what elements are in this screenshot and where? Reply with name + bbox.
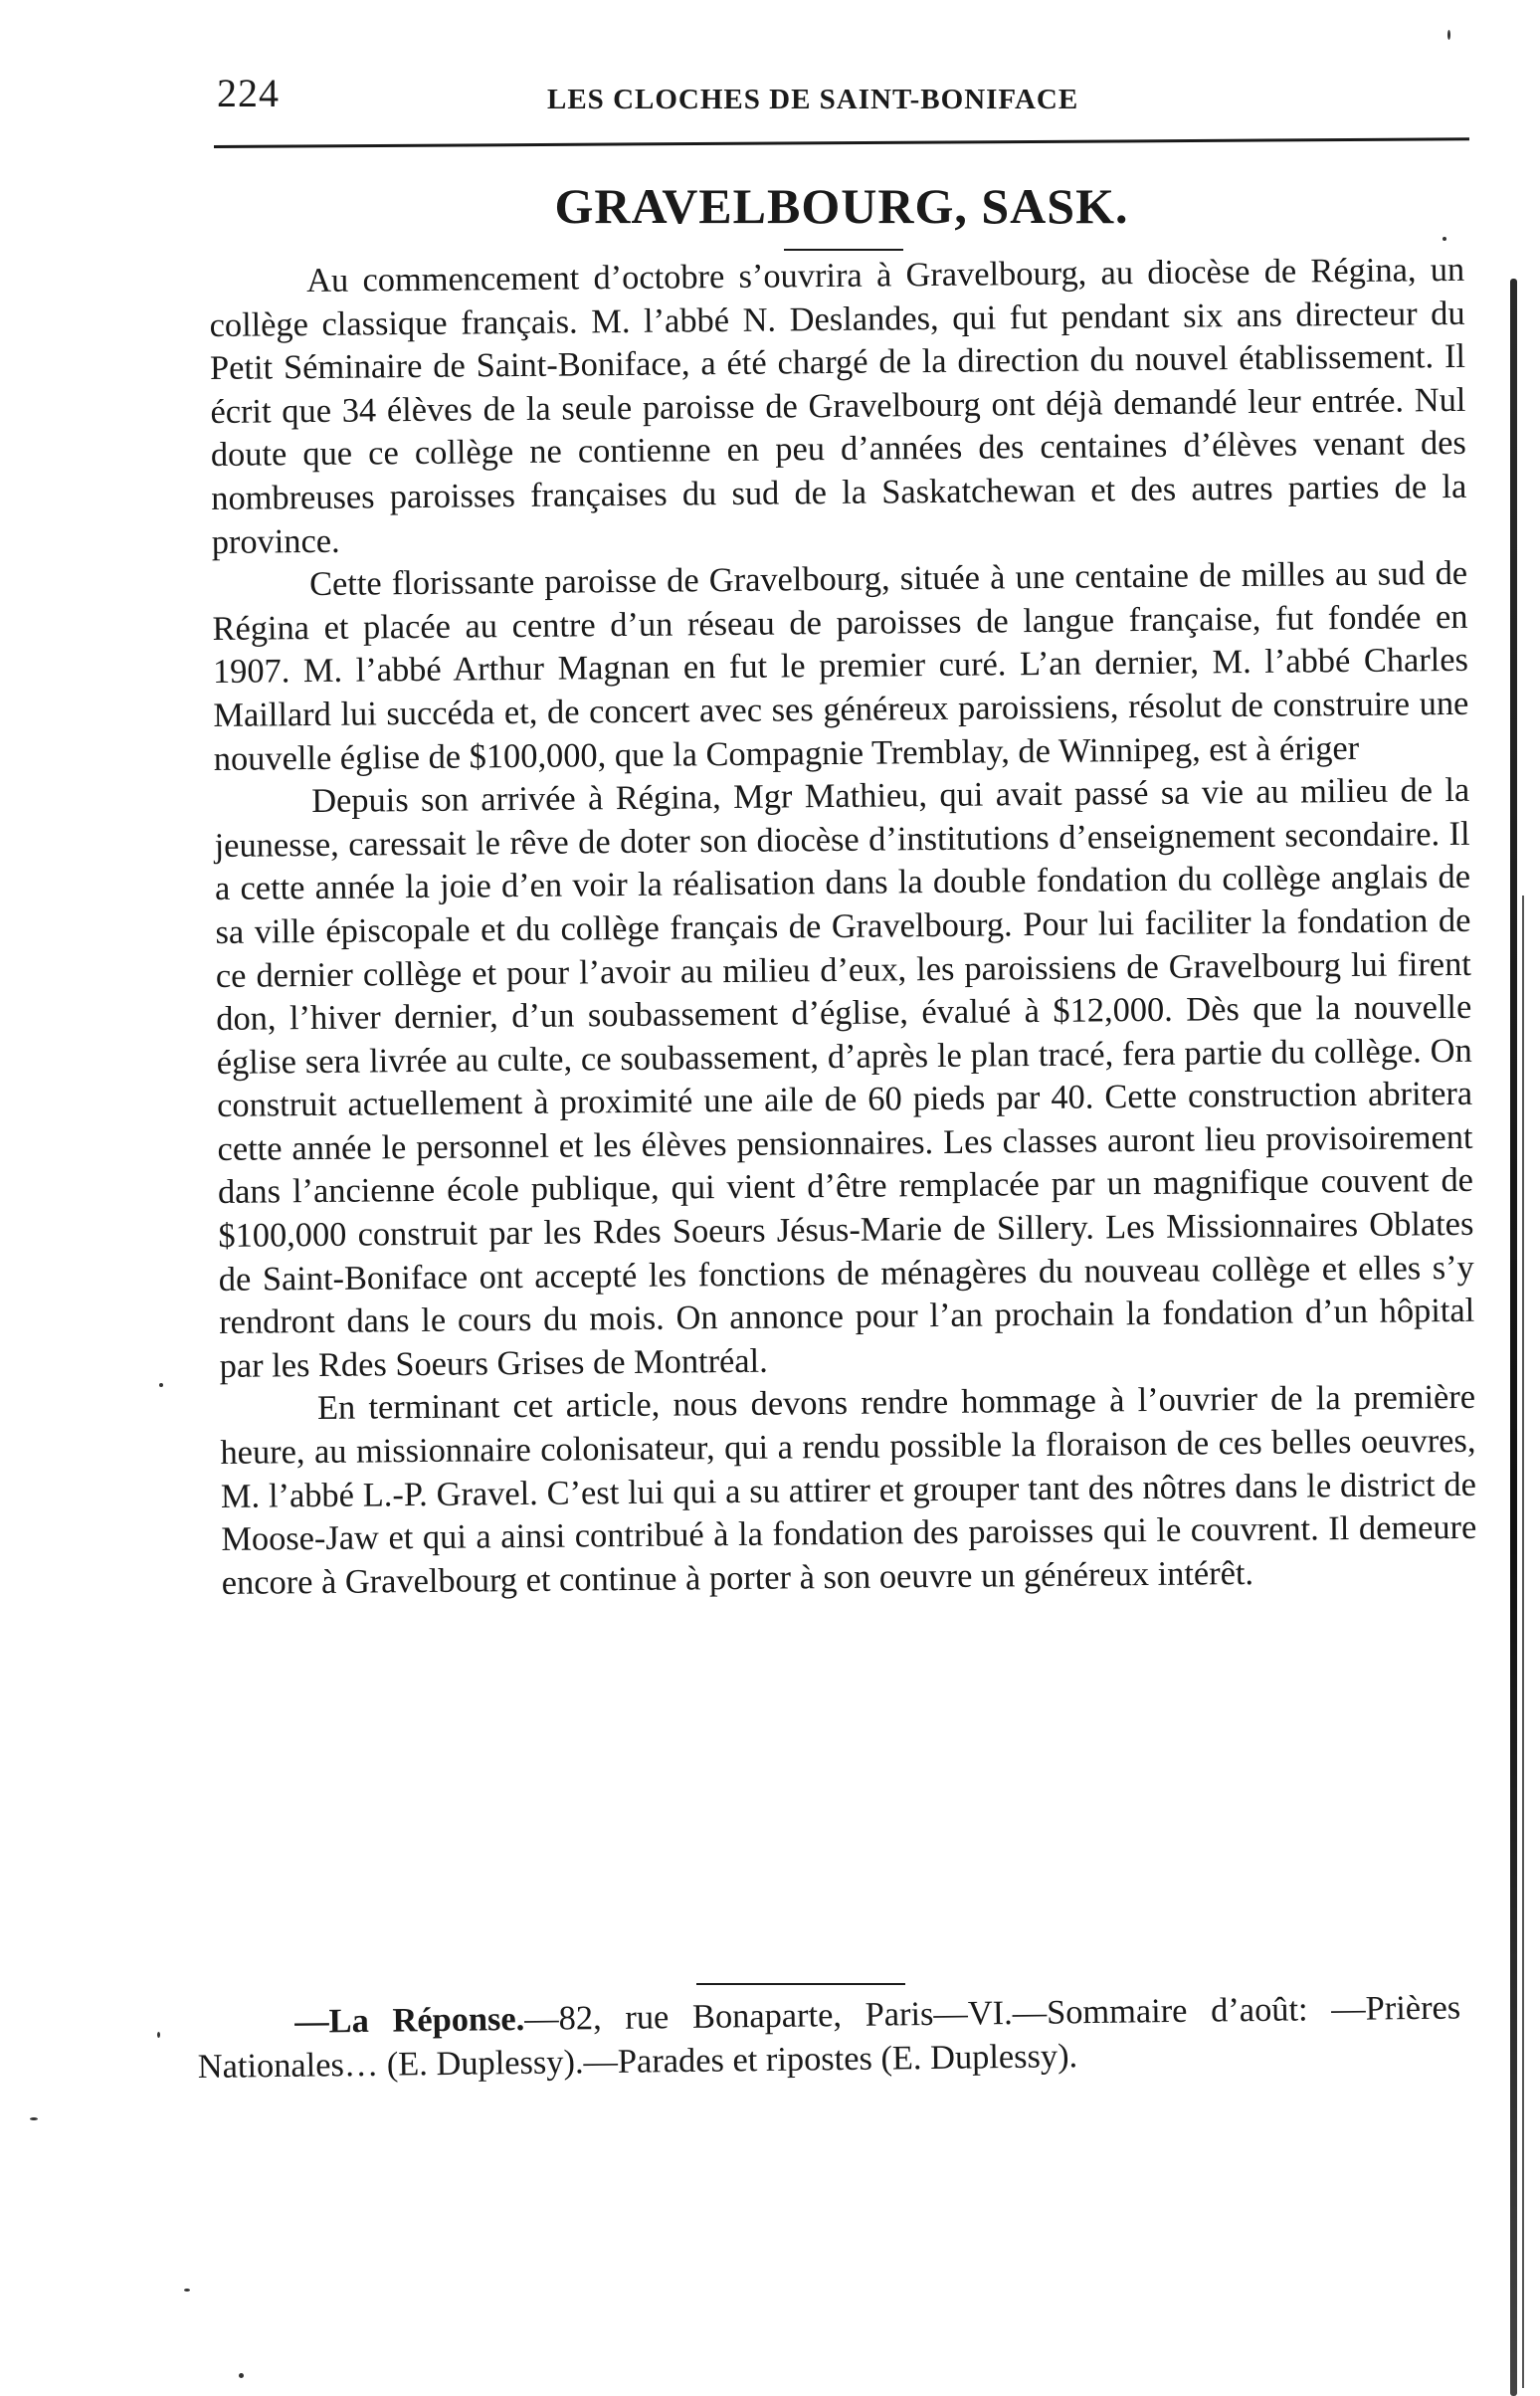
review-text: —82, rue Bonaparte, Paris—VI.—Sommaire d’août: —Prières Nationales… (E. Duplessy).—Parades et ripostes (E. Duplessy). xyxy=(197,1988,1461,2086)
paragraph-4: En terminant cet article, nous devons rendre hommage à l’ouvrier de la première heure, au missionnaire colonisateur, qui a rendu possible la floraison de ces belles oeuvres, M. l’abbé L.-P. Gravel. C’est lui qui a su attirer et grouper tant des nôtres dans le district de Moose-Jaw et qui a ainsi contribué à la fondation des paroisses qui le couvrent. Il demeure encore à Gravelbourg et continue à porter à son oeuvre un généreux intérêt. xyxy=(220,1378,1477,1602)
running-title: LES CLOCHES DE SAINT-BONIFACE xyxy=(547,84,1079,115)
page-number: 224 xyxy=(217,71,280,115)
review-notice xyxy=(197,1986,1461,2089)
gutter-shadow xyxy=(1510,279,1517,2396)
review-paragraph xyxy=(197,1986,1461,2089)
review-title: —La Réponse. xyxy=(294,1999,525,2041)
header-rule xyxy=(214,137,1469,148)
page-header xyxy=(209,70,1472,129)
scan-speck xyxy=(239,2373,244,2378)
scan-speck xyxy=(1443,237,1446,241)
gutter-edge xyxy=(1522,896,1524,2388)
scan-speck xyxy=(30,2117,38,2120)
book-gutter xyxy=(1492,0,1540,2396)
article-title: GRAVELBOURG, SASK. xyxy=(554,178,1129,234)
title-rule xyxy=(784,249,903,251)
paragraph-1: Au commencement d’octobre s’ouvrira à Gravelbourg, au diocèse de Régina, un collège classique français. M. l’abbé N. Deslandes, qui fut pendant six ans directeur du Petit Séminaire de Saint-Boniface, a été chargé de la direction du nouvel établissement. Il écrit que 34 élèves de la seule paroisse de Gravelbourg ont déjà demandé leur entrée. Nul doute que ce collège ne contienne en peu d’années des centaines d’élèves venant des nombreuses paroisses françaises du sud de la Saskatchewan et des autres parties de la province. xyxy=(209,250,1467,561)
scan-speck xyxy=(184,2289,190,2292)
article-body xyxy=(209,249,1477,1605)
scan-speck xyxy=(1447,30,1450,40)
section-divider xyxy=(696,1983,905,1985)
scan-speck xyxy=(159,1383,163,1387)
paragraph-3: Depuis son arrivée à Régina, Mgr Mathieu, qui avait passé sa vie au milieu de la jeunesse, caressait le rêve de doter son diocèse d’institutions d’enseignement secondaire. Il a cette année la joie d’en voir la réalisation dans la double fondation du collège anglais de sa ville épiscopale et du collège français de Gravelbourg. Pour lui faciliter la fondation de ce dernier collège et pour l’avoir au milieu d’eux, les paroissiens de Gravelbourg lui firent don, l’hiver dernier, d’un soubassement d’église, évalué à $12,000. Dès que la nouvelle église sera livrée au culte, ce soubassement, d’après le plan tracé, fera partie du collège. On construit actuellement à proximité une aile de 60 pieds par 40. Cette construction abritera cette année le personnel et les élèves pensionnaires. Les classes auront lieu provisoirement dans l’ancienne école publique, qui vient d’être remplacée par un magnifique couvent de $100,000 construit par les Rdes Soeurs Jésus-Marie de Sillery. Les Missionnaires Oblates de Saint-Boniface ont accepté les fonctions de ménagères du nouveau collège et elles s’y rendront dans le cours du mois. On annonce pour l’an prochain la fondation d’un hôpital par les Rdes Soeurs Grises de Montréal. xyxy=(214,770,1475,1385)
scan-speck xyxy=(157,2032,160,2038)
paragraph-2: Cette florissante paroisse de Gravelbourg, située à une centaine de milles au sud de Régina et placée au centre d’un réseau de paroisses de langue française, fut fondée en 1907. M. l’abbé Arthur Magnan en fut le premier curé. L’an dernier, M. l’abbé Charles Maillard lui succéda et, de concert avec ses généreux paroissiens, résolut de construire une nouvelle église de $100,000, que la Compagnie Tremblay, de Winnipeg, est à ériger xyxy=(212,554,1469,778)
